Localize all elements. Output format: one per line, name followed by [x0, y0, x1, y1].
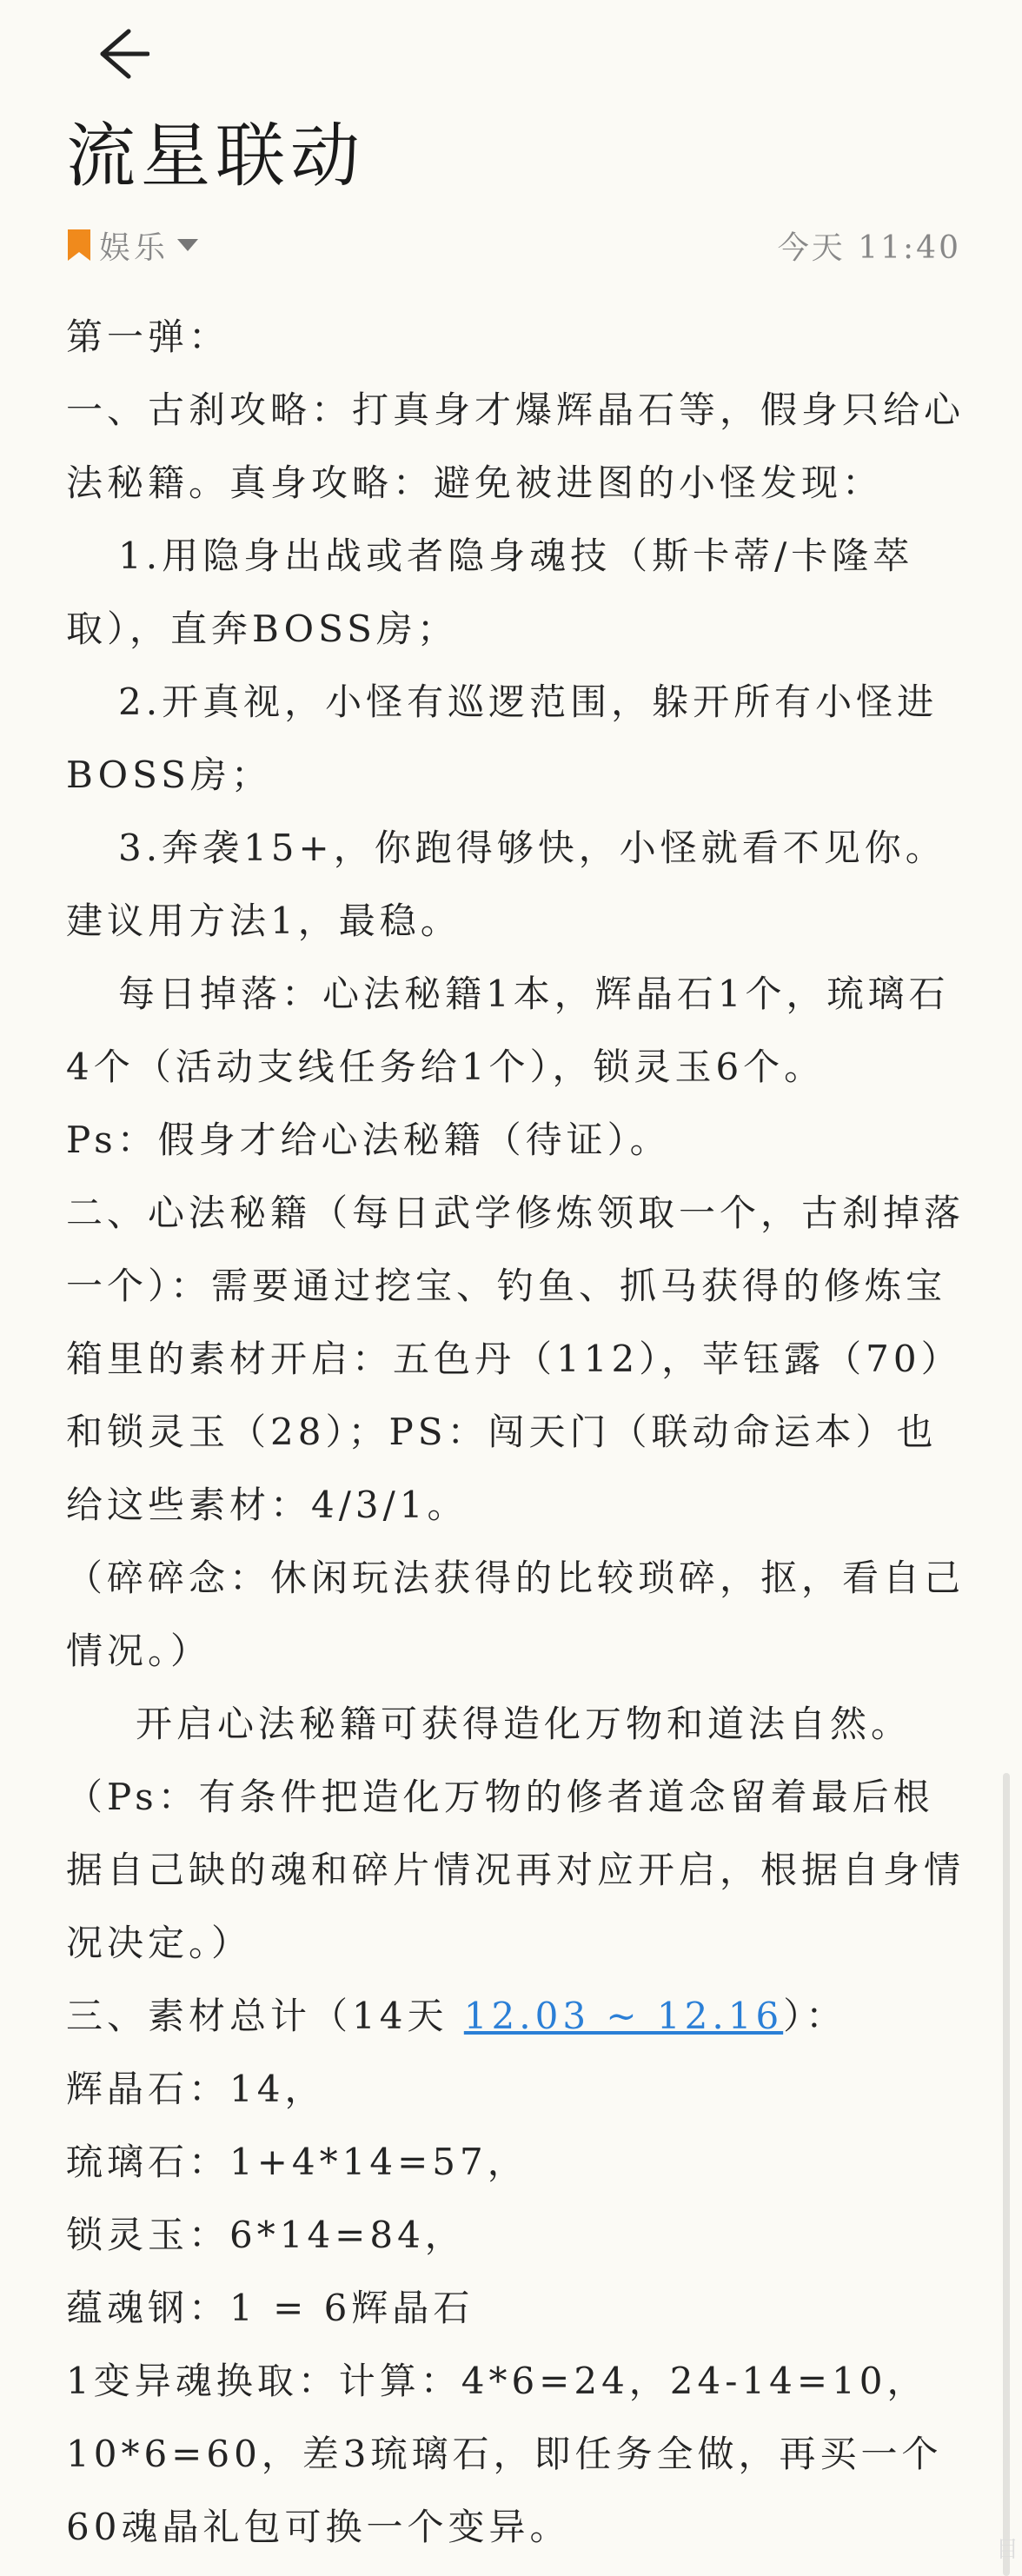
paragraph: 2.开真视，小怪有巡逻范围，躲开所有小怪进BOSS房； — [66, 681, 939, 796]
article-title: 流星联动 — [66, 116, 365, 196]
timestamp: 今天 11:40 — [777, 229, 961, 266]
paragraph: 蕴魂钢：1 = 6辉晶石 — [66, 2287, 474, 2329]
paragraph: 二、心法秘籍（每日武学修炼领取一个，古刹掉落一个）：需要通过挖宝、钓鱼、抓马获得的修炼宝箱里的素材开启：五色丹（112），苹钰露（70）和锁灵玉（28）；PS：闯天门（联动命运本）也给这些素材：4/3/1。 — [66, 1192, 966, 1526]
paragraph: 每日掉落：心法秘籍1本，辉晶石1个，琉璃石4个（活动支线任务给1个），锁灵玉6个。 — [66, 973, 950, 1088]
paragraph-prefix: 三、素材总计（14天 — [66, 1995, 464, 2037]
category-label: 娱乐 — [99, 229, 169, 266]
article-body — [66, 301, 970, 2564]
paragraph: 锁灵玉：6*14=84， — [66, 2214, 466, 2256]
paragraph: 一、古刹攻略：打真身才爆辉晶石等，假身只给心法秘籍。真身攻略：避免被进图的小怪发现： — [66, 388, 966, 504]
paragraph: 琉璃石：1+4*14=57， — [66, 2141, 528, 2183]
back-button[interactable] — [78, 10, 165, 97]
paragraph: 第一弹： — [66, 315, 230, 358]
arrow-left-icon — [94, 26, 149, 82]
paragraph: 开启心法秘籍可获得造化万物和道法自然。 — [136, 1703, 912, 1745]
date-range-link[interactable]: 12.03 ~ 12.16 — [463, 1995, 784, 2037]
paragraph-with-link — [66, 1980, 970, 2053]
paragraph: Ps：假身才给心法秘籍（待证）。 — [66, 1119, 671, 1161]
paragraph: （碎碎念：休闲玩法获得的比较琐碎，抠，看自己情况。） — [66, 1557, 966, 1672]
article-meta — [66, 219, 961, 271]
category-dropdown[interactable] — [66, 223, 200, 268]
paragraph-suffix: ）： — [783, 1995, 847, 2037]
scrollbar[interactable] — [1003, 1773, 1010, 2576]
caret-down-icon — [176, 236, 200, 254]
edge-glyph: 目 — [995, 2537, 1019, 2563]
paragraph: 1变异魂换取：计算：4*6=24，24-14=10，10*6=60，差3琉璃石，即任务全做，再买一个60魂晶礼包可换一个变异。 — [66, 2360, 943, 2548]
paragraph: 1.用隐身出战或者隐身魂技（斯卡蒂/卡隆萃取），直奔BOSS房； — [66, 534, 914, 650]
paragraph: 辉晶石：14， — [66, 2068, 326, 2110]
paragraph: （Ps：有条件把造化万物的修者道念留着最后根据自己缺的魂和碎片情况再对应开启，根据自身情况决定。） — [66, 1776, 966, 1964]
paragraph: 3.奔袭15+，你跑得够快，小怪就看不见你。建议用方法1，最稳。 — [66, 827, 946, 942]
bookmark-icon — [66, 228, 92, 262]
